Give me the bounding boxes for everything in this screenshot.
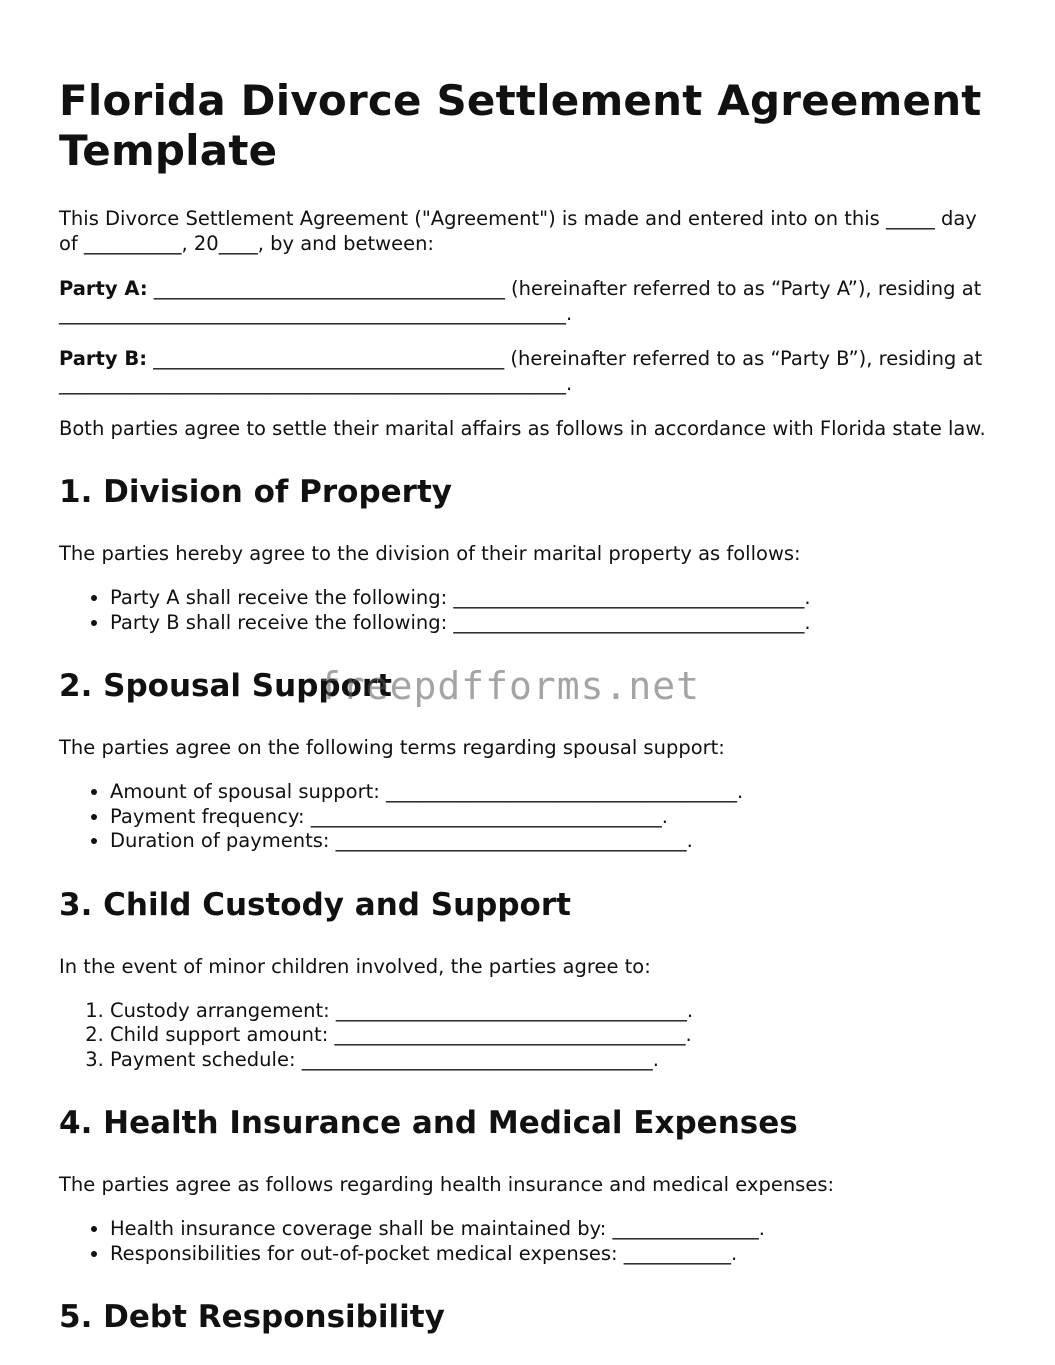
party-a-paragraph bbox=[59, 276, 999, 326]
party-b-paragraph bbox=[59, 346, 999, 396]
list-item: • Party B shall receive the following: ____________________________________. bbox=[110, 611, 999, 636]
section-text-health-insurance: The parties agree as follows regarding health insurance and medical expenses: bbox=[59, 1173, 835, 1196]
section-heading-spousal-support: 2. Spousal Support bbox=[59, 668, 392, 704]
list-item: • Payment frequency: ____________________________________. bbox=[110, 805, 999, 830]
child-custody-list bbox=[59, 999, 999, 1073]
spousal-support-list bbox=[59, 780, 999, 854]
watermark: freepdfforms.net bbox=[318, 664, 701, 708]
section-text-spousal-support: The parties agree on the following terms regarding spousal support: bbox=[59, 736, 725, 759]
list-item: 3. Payment schedule: ____________________________________. bbox=[110, 1048, 999, 1073]
section-heading-division-of-property: 1. Division of Property bbox=[59, 474, 452, 510]
property-list bbox=[59, 586, 999, 635]
list-item: • Duration of payments: ____________________________________. bbox=[110, 829, 999, 854]
list-item: 1. Custody arrangement: ____________________________________. bbox=[110, 999, 999, 1024]
party-a-label: Party A: bbox=[59, 277, 148, 300]
document-page bbox=[59, 72, 999, 1336]
list-item: • Party A shall receive the following: ____________________________________. bbox=[110, 586, 999, 611]
both-parties-paragraph: Both parties agree to settle their marital affairs as follows in accordance with Florida state law. bbox=[59, 417, 986, 440]
section-heading-child-custody: 3. Child Custody and Support bbox=[59, 886, 571, 923]
section-text-division-of-property: The parties hereby agree to the division of their marital property as follows: bbox=[59, 542, 801, 565]
list-item: 2. Child support amount: ____________________________________. bbox=[110, 1023, 999, 1048]
party-b-label: Party B: bbox=[59, 347, 148, 370]
party-a-text: ____________________________________ (hereinafter referred to as “Party A”), residing at ____________________________________________________. bbox=[59, 277, 982, 325]
section-text-child-custody: In the event of minor children involved, the parties agree to: bbox=[59, 954, 651, 978]
list-item: • Amount of spousal support: ____________________________________. bbox=[110, 780, 999, 805]
intro-paragraph: This Divorce Settlement Agreement ("Agreement") is made and entered into on this _____ day of __________, 20____, by and between: bbox=[59, 207, 977, 255]
health-insurance-list bbox=[59, 1217, 999, 1266]
list-item: • Responsibilities for out-of-pocket medical expenses: ___________. bbox=[110, 1242, 999, 1267]
party-b-text: ____________________________________ (hereinafter referred to as “Party B”), residing at ____________________________________________________. bbox=[59, 347, 983, 395]
list-item: • Health insurance coverage shall be maintained by: _______________. bbox=[110, 1217, 999, 1242]
section-heading-health-insurance: 4. Health Insurance and Medical Expenses bbox=[59, 1105, 798, 1141]
document-title: Florida Divorce Settlement Agreement Template bbox=[59, 76, 982, 175]
section-heading-debt-responsibility: 5. Debt Responsibility bbox=[59, 1299, 445, 1335]
